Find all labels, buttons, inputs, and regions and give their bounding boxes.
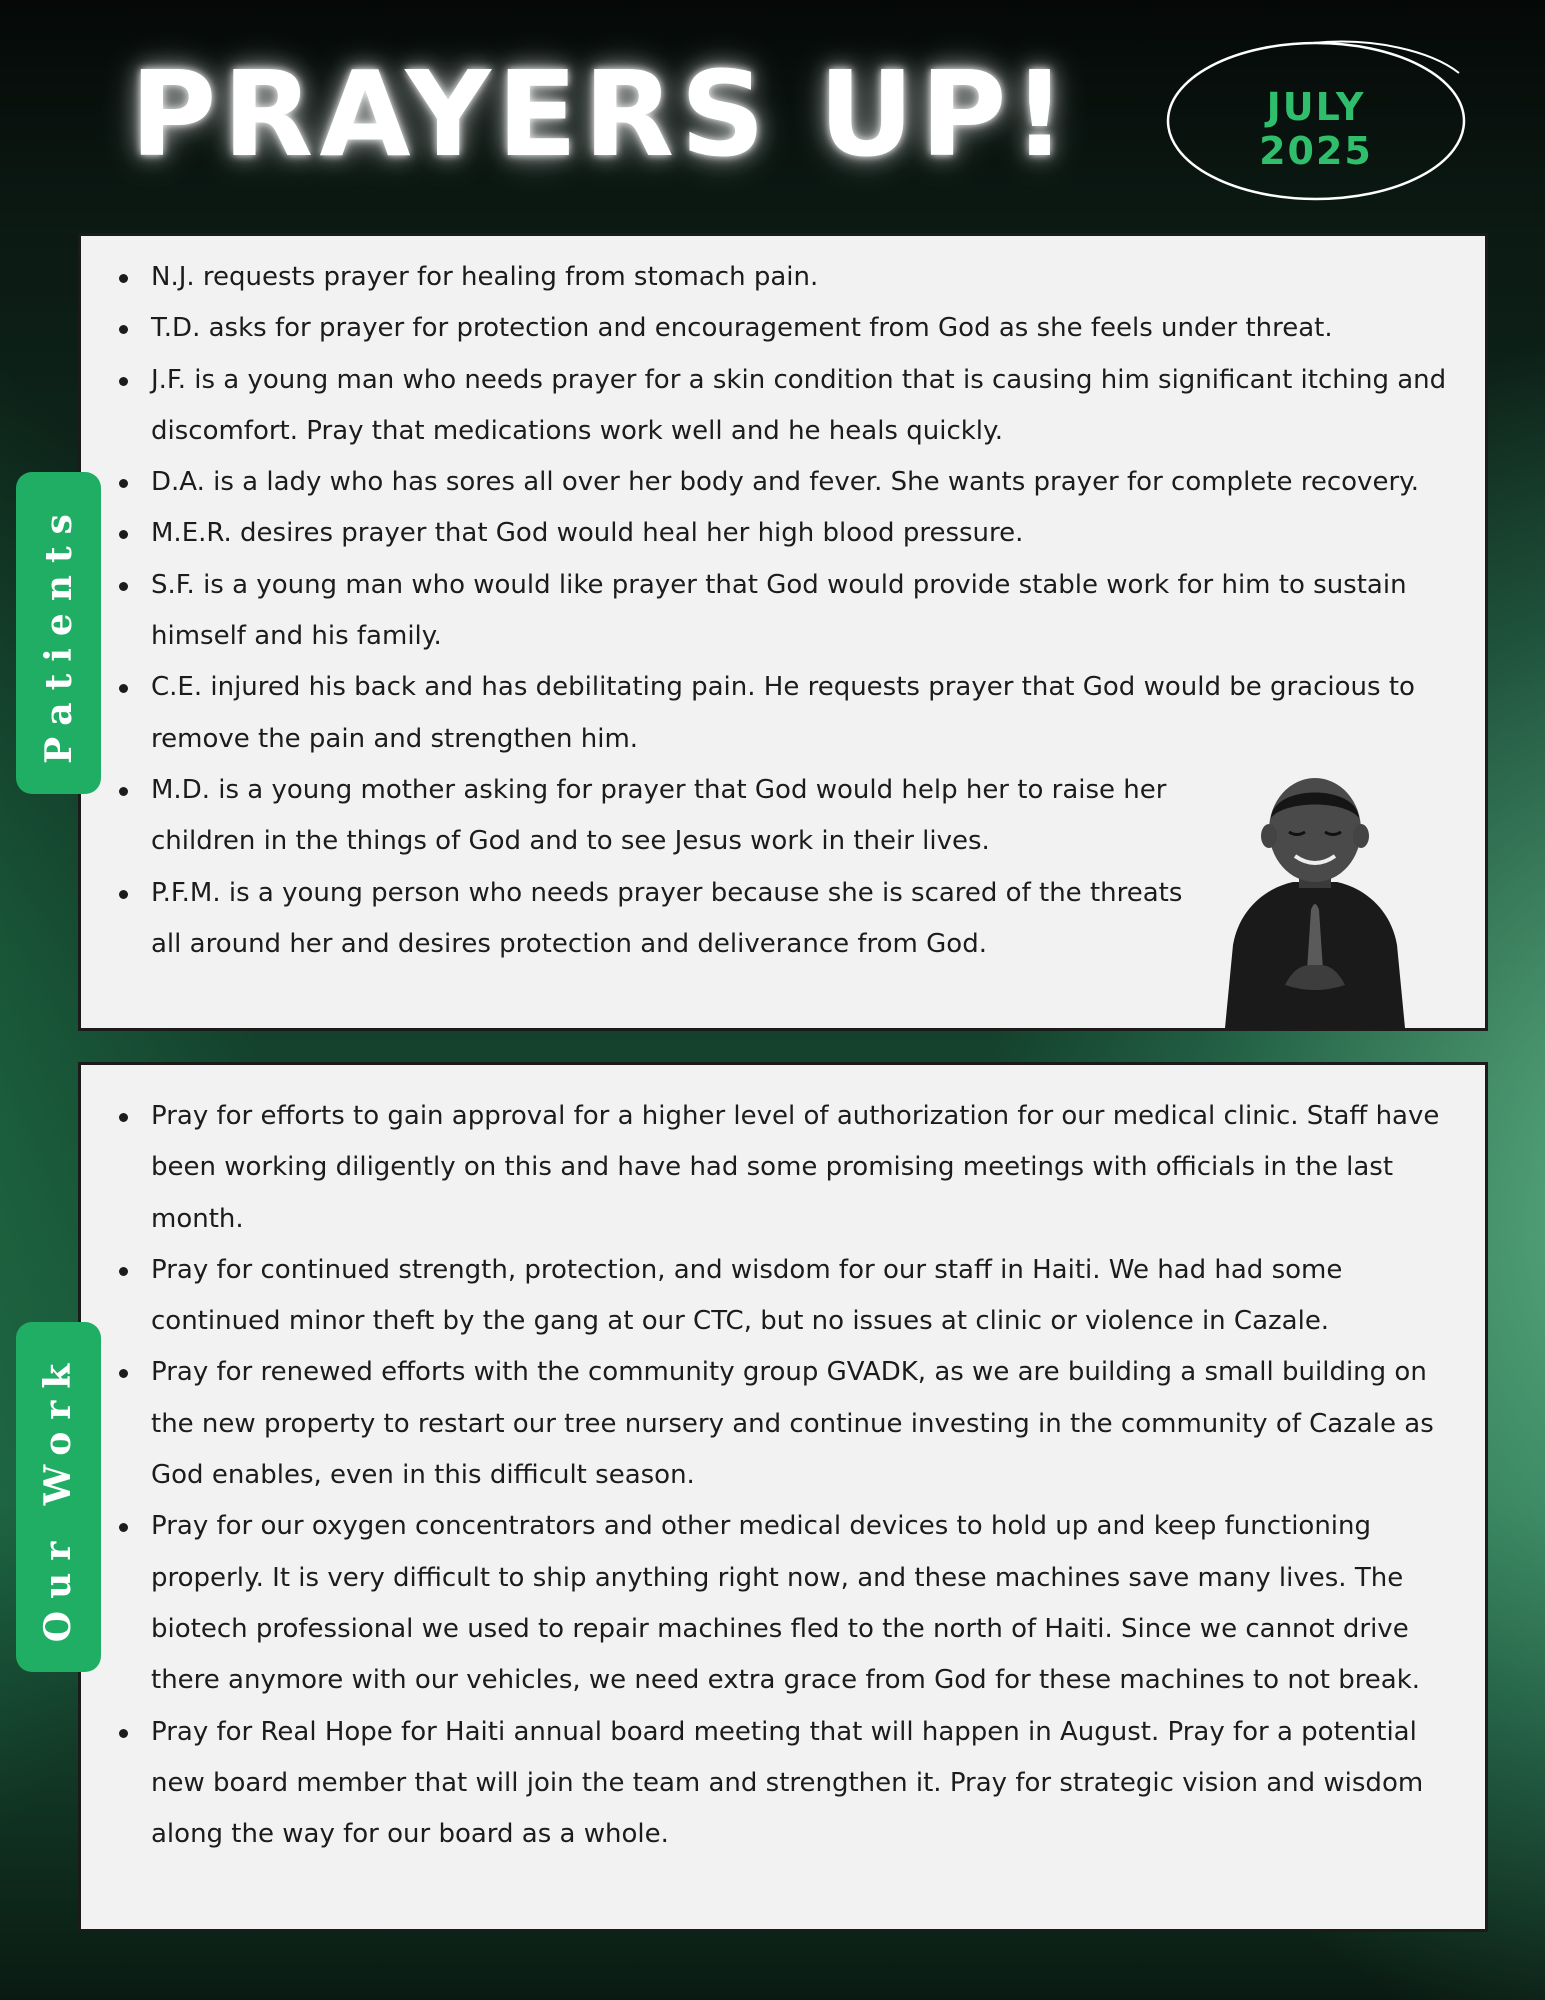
list-item: Pray for our oxygen concentrators and other medical devices to hold up and keep functioning properly. It is very difficult to ship anything right now, and these machines save many lives. The biotech professional we used to repair machines fled to the north of Haiti. Since we cannot drive there anymore with our vehicles, we need extra grace from God for these machines to not break. [81,1501,1485,1706]
list-item: D.A. is a lady who has sores all over her body and fever. She wants prayer for complete recovery. [81,457,1485,508]
page-title: PRAYERS UP! [130,45,1073,183]
list-item: N.J. requests prayer for healing from stomach pain. [81,252,1485,303]
list-item: M.E.R. desires prayer that God would heal her high blood pressure. [81,508,1485,559]
our-work-list [81,1091,1485,1860]
tab-our-work [16,1322,101,1672]
list-item: C.E. injured his back and has debilitating pain. He requests prayer that God would be gracious to remove the pain and strengthen him. [81,662,1485,765]
list-item: Pray for renewed efforts with the community group GVADK, as we are building a small building on the new property to restart our tree nursery and continue investing in the community of Cazale as God enables, even in this difficult season. [81,1347,1485,1501]
list-item: S.F. is a young man who would like prayer that God would provide stable work for him to sustain himself and his family. [81,560,1485,663]
date-year: 2025 [1259,129,1373,173]
tab-patients [16,472,101,794]
tab-our-work-label: Our Work [37,1351,80,1643]
list-item: Pray for efforts to gain approval for a higher level of authorization for our medical clinic. Staff have been working diligently on this and have had some promising meetings with officials in the last month. [81,1091,1485,1245]
praying-child-photo [1215,770,1415,1028]
date-badge [1163,33,1469,203]
date-month: JULY [1266,85,1366,129]
list-item: P.F.M. is a young person who needs prayer because she is scared of the threats all around her and desires protection and deliverance from God. [81,868,1485,971]
list-item: T.D. asks for prayer for protection and encouragement from God as she feels under threat. [81,303,1485,354]
our-work-panel [78,1062,1488,1932]
list-item: Pray for Real Hope for Haiti annual board meeting that will happen in August. Pray for a potential new board member that will join the team and strengthen it. Pray for strategic vision and wisdom along the way for our board as a whole. [81,1707,1485,1861]
list-item: M.D. is a young mother asking for prayer that God would help her to raise her children in the things of God and to see Jesus work in their lives. [81,765,1485,868]
list-item: Pray for continued strength, protection, and wisdom for our staff in Haiti. We had had some continued minor theft by the gang at our CTC, but no issues at clinic or violence in Cazale. [81,1245,1485,1348]
tab-patients-label: Patients [37,502,80,764]
list-item: J.F. is a young man who needs prayer for a skin condition that is causing him significant itching and discomfort. Pray that medications work well and he heals quickly. [81,355,1485,458]
